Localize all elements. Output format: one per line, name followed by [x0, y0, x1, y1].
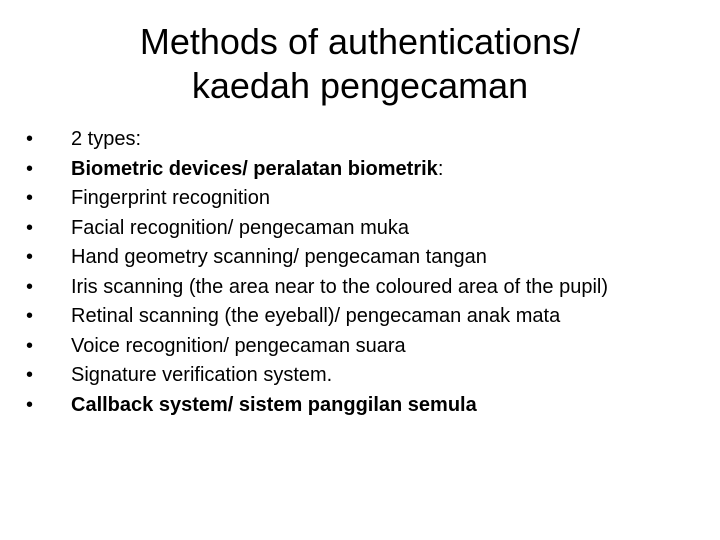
bullet-text: Hand geometry scanning/ pengecaman tangan [71, 246, 487, 268]
bullet-item [26, 362, 686, 389]
bullet-text: : [437, 157, 444, 180]
bullet-marker: • [26, 334, 34, 357]
bullet-item [26, 185, 686, 212]
bullet-item [26, 156, 686, 183]
bullet-marker: • [26, 187, 34, 209]
bullet-marker: • [26, 128, 34, 150]
bullet-marker: • [26, 393, 34, 416]
bullet-marker: • [26, 246, 34, 268]
bullet-bold-text: Biometric devices/ peralatan biometrik [71, 157, 438, 180]
bullet-text: Signature verification system. [71, 364, 333, 386]
bullet-marker: • [26, 364, 34, 386]
bullet-item [26, 215, 686, 242]
bullet-bold-text: Callback system/ sistem panggilan semula [71, 393, 477, 416]
bullet-text: 2 types: [71, 128, 142, 150]
bullet-marker: • [26, 275, 34, 298]
bullet-marker: • [26, 216, 34, 239]
bullet-marker: • [26, 157, 34, 180]
bullet-marker: • [26, 305, 34, 327]
bullet-item [26, 392, 686, 419]
bullet-item [26, 333, 686, 360]
slide-title-line-1: Methods of authentications/ [139, 21, 581, 62]
bullet-text: Facial recognition/ pengecaman muka [71, 216, 409, 239]
bullet-text: Fingerprint recognition [71, 187, 270, 209]
bullet-text: Voice recognition/ pengecaman suara [71, 334, 406, 357]
bullet-text: Iris scanning (the area near to the coloured area of the pupil) [71, 275, 608, 298]
bullet-item [26, 303, 686, 330]
bullet-text: Retinal scanning (the eyeball)/ pengecaman anak mata [71, 305, 561, 327]
bullet-list [26, 126, 686, 421]
bullet-item [26, 126, 686, 153]
slide-title [60, 20, 660, 108]
slide-title-line-2: kaedah pengecaman [191, 65, 529, 106]
bullet-item [26, 274, 686, 301]
bullet-item [26, 244, 686, 271]
